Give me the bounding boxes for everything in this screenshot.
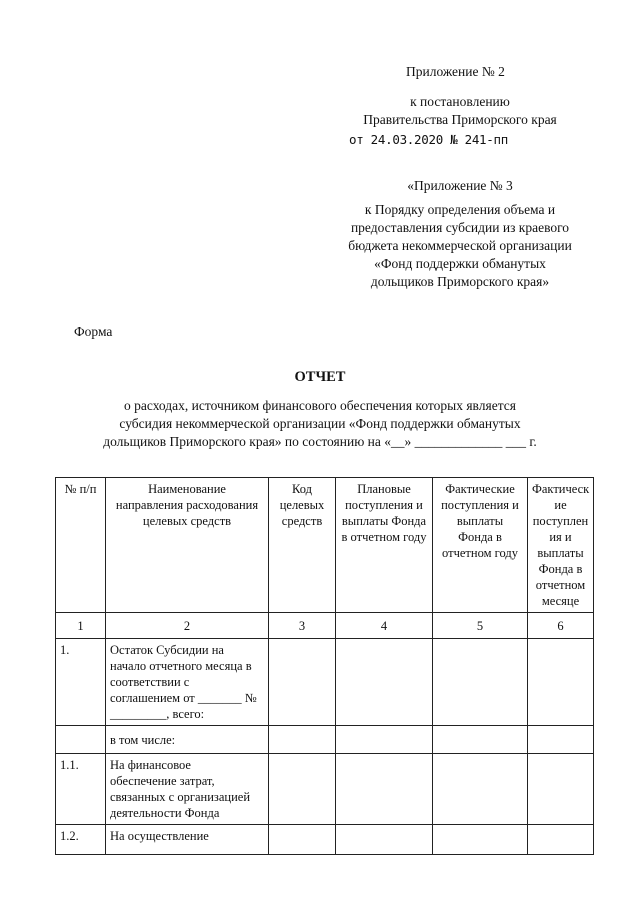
empty-cell bbox=[433, 639, 528, 726]
column-number: 4 bbox=[336, 613, 433, 639]
table-row bbox=[56, 825, 594, 855]
procedure-line: дольщиков Приморского края» bbox=[370, 274, 550, 289]
row-description: в том числе: bbox=[106, 726, 269, 754]
header-planned-year: Плановые поступления и выплаты Фонда в отчетном году bbox=[336, 478, 433, 613]
row-description: На финансовое обеспечение затрат, связанных с организацией деятельности Фонда bbox=[106, 754, 269, 825]
column-number: 2 bbox=[106, 613, 269, 639]
column-number: 3 bbox=[269, 613, 336, 639]
row-number bbox=[56, 726, 106, 754]
report-title: ОТЧЕТ bbox=[294, 369, 346, 385]
empty-cell bbox=[269, 726, 336, 754]
row-description: На осуществление bbox=[106, 825, 269, 855]
decree-date-line: от 24.03.2020 № 241-пп bbox=[349, 132, 508, 147]
form-label: Форма bbox=[74, 324, 113, 339]
column-number: 1 bbox=[56, 613, 106, 639]
report-table bbox=[55, 477, 594, 855]
header-actual-year: Фактические поступления и выплаты Фонда в отчетном году bbox=[433, 478, 528, 613]
appendix-3-procedure-ref bbox=[310, 201, 610, 291]
column-numbers-row bbox=[56, 613, 594, 639]
empty-cell bbox=[433, 726, 528, 754]
empty-cell bbox=[528, 825, 594, 855]
row-number: 1.1. bbox=[56, 754, 106, 825]
table-row bbox=[56, 639, 594, 726]
table-row bbox=[56, 754, 594, 825]
decree-line: к постановлению bbox=[410, 94, 510, 109]
row-description: Остаток Субсидии на начало отчетного месяца в соответствии с соглашением от _______ № _________, всего: bbox=[106, 639, 269, 726]
procedure-line: бюджета некоммерческой организации bbox=[348, 238, 572, 253]
procedure-line: предоставления субсидии из краевого bbox=[350, 220, 570, 235]
header-actual-month: Фактическ ие поступлен ия и выплаты Фонда в отчетном месяце bbox=[528, 478, 594, 613]
appendix-3-title: «Приложение № 3 bbox=[407, 178, 513, 193]
appendix-2-title: Приложение № 2 bbox=[406, 64, 505, 79]
appendix-2-decree-ref bbox=[335, 93, 585, 129]
empty-cell bbox=[433, 754, 528, 825]
header-num: № п/п bbox=[56, 478, 106, 613]
empty-cell bbox=[269, 639, 336, 726]
empty-cell bbox=[528, 726, 594, 754]
decree-line: Правительства Приморского края bbox=[363, 112, 557, 127]
empty-cell bbox=[269, 754, 336, 825]
table-row bbox=[56, 726, 594, 754]
procedure-line: к Порядку определения объема и bbox=[364, 202, 556, 217]
report-subtitle bbox=[0, 397, 640, 451]
header-direction: Наименование направления расходования целевых средств bbox=[106, 478, 269, 613]
empty-cell bbox=[336, 754, 433, 825]
empty-cell bbox=[269, 825, 336, 855]
header-code: Код целевых средств bbox=[269, 478, 336, 613]
empty-cell bbox=[336, 639, 433, 726]
empty-cell bbox=[528, 754, 594, 825]
empty-cell bbox=[433, 825, 528, 855]
column-number: 5 bbox=[433, 613, 528, 639]
procedure-line: «Фонд поддержки обманутых bbox=[374, 256, 546, 271]
subtitle-line: дольщиков Приморского края» по состоянию на «__» _____________ ___ г. bbox=[103, 434, 537, 449]
empty-cell bbox=[528, 639, 594, 726]
table-header-row bbox=[56, 478, 594, 613]
empty-cell bbox=[336, 726, 433, 754]
empty-cell bbox=[336, 825, 433, 855]
row-number: 1. bbox=[56, 639, 106, 726]
column-number: 6 bbox=[528, 613, 594, 639]
subtitle-line: о расходах, источником финансового обеспечения которых является bbox=[124, 398, 516, 413]
subtitle-line: субсидия некоммерческой организации «Фонд поддержки обманутых bbox=[119, 416, 521, 431]
row-number: 1.2. bbox=[56, 825, 106, 855]
